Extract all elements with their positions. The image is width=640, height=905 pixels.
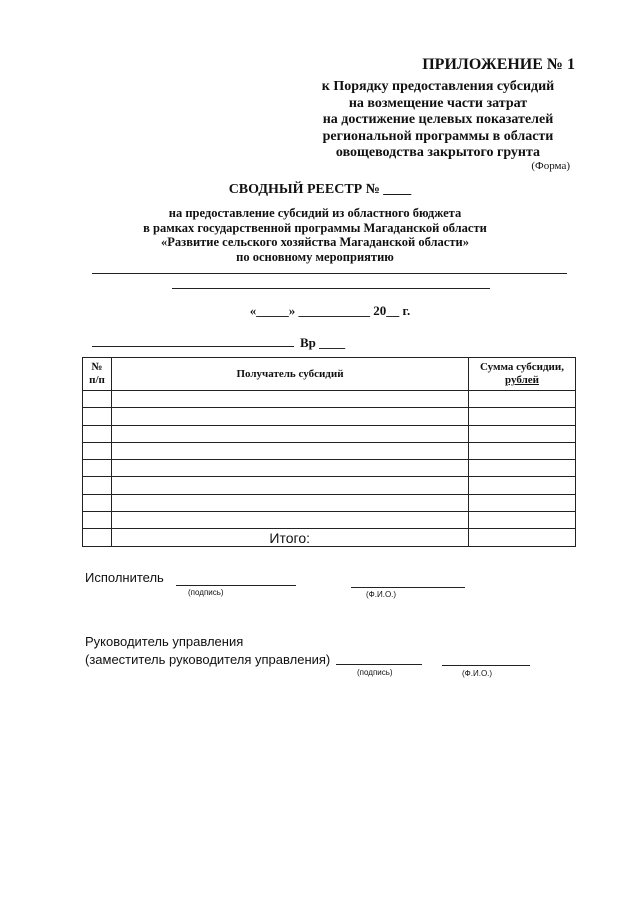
appendix-title: ПРИЛОЖЕНИЕ № 1 [422, 56, 575, 73]
total-label: Итого: [112, 529, 469, 546]
registry-table [82, 357, 576, 547]
cell-num[interactable] [83, 512, 112, 529]
registry-subtitle-line: в рамках государственной программы Магаданской области [143, 220, 487, 235]
registry-subtitle-line: «Развитие сельского хозяйства Магаданской области» [161, 235, 469, 249]
total-sum-cell[interactable] [469, 529, 576, 546]
cell-recipient[interactable] [112, 460, 469, 477]
cell-sum[interactable] [469, 494, 576, 511]
cell-num[interactable] [83, 425, 112, 442]
cell-sum[interactable] [469, 442, 576, 459]
cell-num[interactable] [83, 460, 112, 477]
cell-recipient[interactable] [112, 512, 469, 529]
header-num [83, 358, 112, 391]
head-label-line1: Руководитель управления [85, 634, 244, 649]
cell-num[interactable] [83, 442, 112, 459]
cell-num[interactable] [83, 391, 112, 408]
table-row [83, 512, 576, 529]
header-sum [469, 358, 576, 391]
fill-line-3 [92, 346, 294, 347]
cell-recipient[interactable] [112, 494, 469, 511]
table-row [83, 494, 576, 511]
table-row [83, 391, 576, 408]
executor-fio-line[interactable] [351, 587, 465, 588]
cell-recipient[interactable] [112, 391, 469, 408]
table-row [83, 477, 576, 494]
appendix-line: на возмещение части затрат [348, 95, 528, 111]
cell-sum[interactable] [469, 460, 576, 477]
cell-num[interactable] [83, 494, 112, 511]
cell-num[interactable] [83, 477, 112, 494]
header-num-label: № п/п [89, 361, 105, 386]
executor-signature-line[interactable] [176, 585, 296, 586]
registry-date: «_____» ___________ 20__ г. [249, 303, 411, 318]
appendix-line: овощеводства закрытого грунта [335, 145, 541, 160]
cell-sum[interactable] [469, 477, 576, 494]
head-fio-line[interactable] [442, 665, 530, 666]
registry-subtitle-line: на предоставление субсидий из областного бюджета [168, 206, 462, 220]
cell-recipient[interactable] [112, 408, 469, 425]
appendix-description [300, 79, 576, 162]
cell-num[interactable] [83, 408, 112, 425]
cell-sum[interactable] [469, 408, 576, 425]
header-sum-line1: Сумма субсидии, [480, 361, 564, 373]
head-fio-hint: (Ф.И.О.) [462, 669, 493, 678]
table-row [83, 442, 576, 459]
appendix-line: региональной программы в области [322, 128, 554, 144]
cell-recipient[interactable] [112, 477, 469, 494]
total-num-cell [83, 529, 112, 546]
vr-field: Вр ____ [300, 335, 346, 350]
head-label-line2: (заместитель руководителя управления) [85, 652, 331, 667]
cell-sum[interactable] [469, 512, 576, 529]
table-row [83, 425, 576, 442]
table-row [83, 460, 576, 477]
head-signature-line[interactable] [336, 664, 422, 665]
header-sum-line2: рублей [505, 374, 539, 386]
table-total-row [83, 529, 576, 546]
executor-fio-hint: (Ф.И.О.) [366, 590, 397, 599]
registry-title: СВОДНЫЙ РЕЕСТР № ____ [228, 182, 412, 197]
table-header-row [83, 358, 576, 391]
cell-sum[interactable] [469, 391, 576, 408]
cell-recipient[interactable] [112, 442, 469, 459]
cell-recipient[interactable] [112, 425, 469, 442]
form-note: (Форма) [531, 160, 570, 172]
appendix-line: на достижение целевых показателей [322, 112, 554, 127]
appendix-line: к Порядку предоставления субсидий [321, 79, 555, 94]
activity-fill-line-1 [92, 273, 567, 274]
cell-sum[interactable] [469, 425, 576, 442]
executor-label: Исполнитель [85, 570, 164, 585]
head-signature-hint: (подпись) [357, 668, 393, 677]
executor-signature-hint: (подпись) [188, 588, 224, 597]
registry-subtitle-line: по основному мероприятию [236, 249, 394, 264]
header-recipient: Получатель субсидий [112, 358, 469, 391]
table-row [83, 408, 576, 425]
registry-subtitle [120, 206, 510, 264]
activity-fill-line-2 [172, 288, 490, 289]
